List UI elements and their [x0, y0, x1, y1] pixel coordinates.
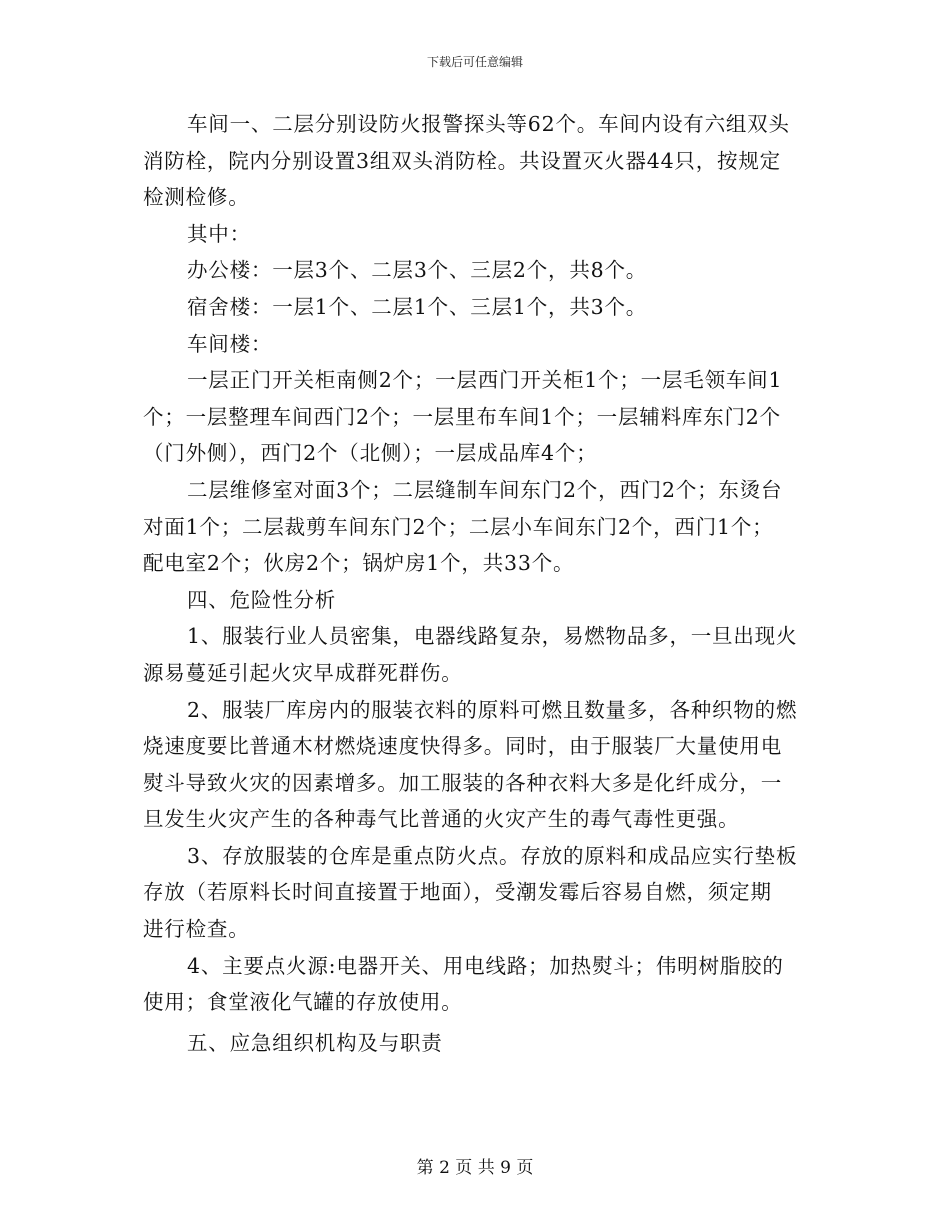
- section-heading-5: 五、应急组织机构及与职责: [187, 1030, 443, 1055]
- line-7: 车间楼：: [187, 331, 273, 356]
- section-heading-4: 四、危险性分析: [187, 587, 337, 612]
- line-12: 对面1个；二层裁剪车间东门2个；二层小车间东门2个，西门1个；: [143, 514, 774, 539]
- line-19: 熨斗导致火灾的因素增多。加工服装的各种衣料大多是化纤成分，一: [143, 770, 782, 795]
- line-25: 使用；食堂液化气罐的存放使用。: [143, 990, 463, 1015]
- line-15: 1、服装行业人员密集，电器线路复杂，易燃物品多，一旦出现火: [187, 624, 798, 649]
- line-10: （门外侧），西门2个（北侧）；一层成品库4个；: [143, 441, 598, 466]
- line-1: 车间一、二层分别设防火报警探头等62个。车间内设有六组双头: [187, 112, 790, 136]
- line-8: 一层正门开关柜南侧2个；一层西门开关柜1个；一层毛领车间1: [187, 368, 783, 393]
- line-23: 进行检查。: [143, 917, 250, 942]
- page-header: 下载后可任意编辑: [426, 55, 523, 69]
- line-9: 个；一层整理车间西门2个；一层里布车间1个；一层辅料库东门2个: [143, 404, 781, 429]
- line-4: 其中：: [187, 221, 251, 246]
- line-11: 二层维修室对面3个；二层缝制车间东门2个，西门2个；东烫台: [187, 477, 783, 502]
- line-5: 办公楼：一层3个、二层3个、三层2个，共8个。: [187, 258, 648, 283]
- line-13: 配电室2个；伙房2个；锅炉房1个，共33个。: [143, 551, 575, 576]
- line-24: 4、主要点火源:电器开关、用电线路；加热熨斗；伟明树脂胶的: [187, 953, 784, 978]
- line-22: 存放（若原料长时间直接置于地面），受潮发霉后容易自燃，须定期: [143, 880, 772, 905]
- line-16: 源易蔓延引起火灾早成群死群伤。: [143, 660, 463, 685]
- line-2: 消防栓，院内分别设置3组双头消防栓。共设置灭火器44只，按规定: [143, 148, 781, 173]
- line-21: 3、存放服装的仓库是重点防火点。存放的原料和成品应实行垫板: [187, 843, 798, 868]
- line-3: 检测检修。: [143, 185, 250, 210]
- line-20: 旦发生火灾产生的各种毒气比普通的火灾产生的毒气毒性更强。: [143, 807, 740, 832]
- line-6: 宿舍楼：一层1个、二层1个、三层1个，共3个。: [187, 294, 648, 319]
- document-body: [143, 106, 813, 1061]
- line-17: 2、服装厂库房内的服装衣料的原料可燃且数量多，各种织物的燃: [187, 697, 798, 722]
- page-footer: 第 2 页 共 9 页: [416, 1158, 534, 1178]
- line-18: 烧速度要比普通木材燃烧速度快得多。同时，由于服装厂大量使用电: [143, 734, 782, 759]
